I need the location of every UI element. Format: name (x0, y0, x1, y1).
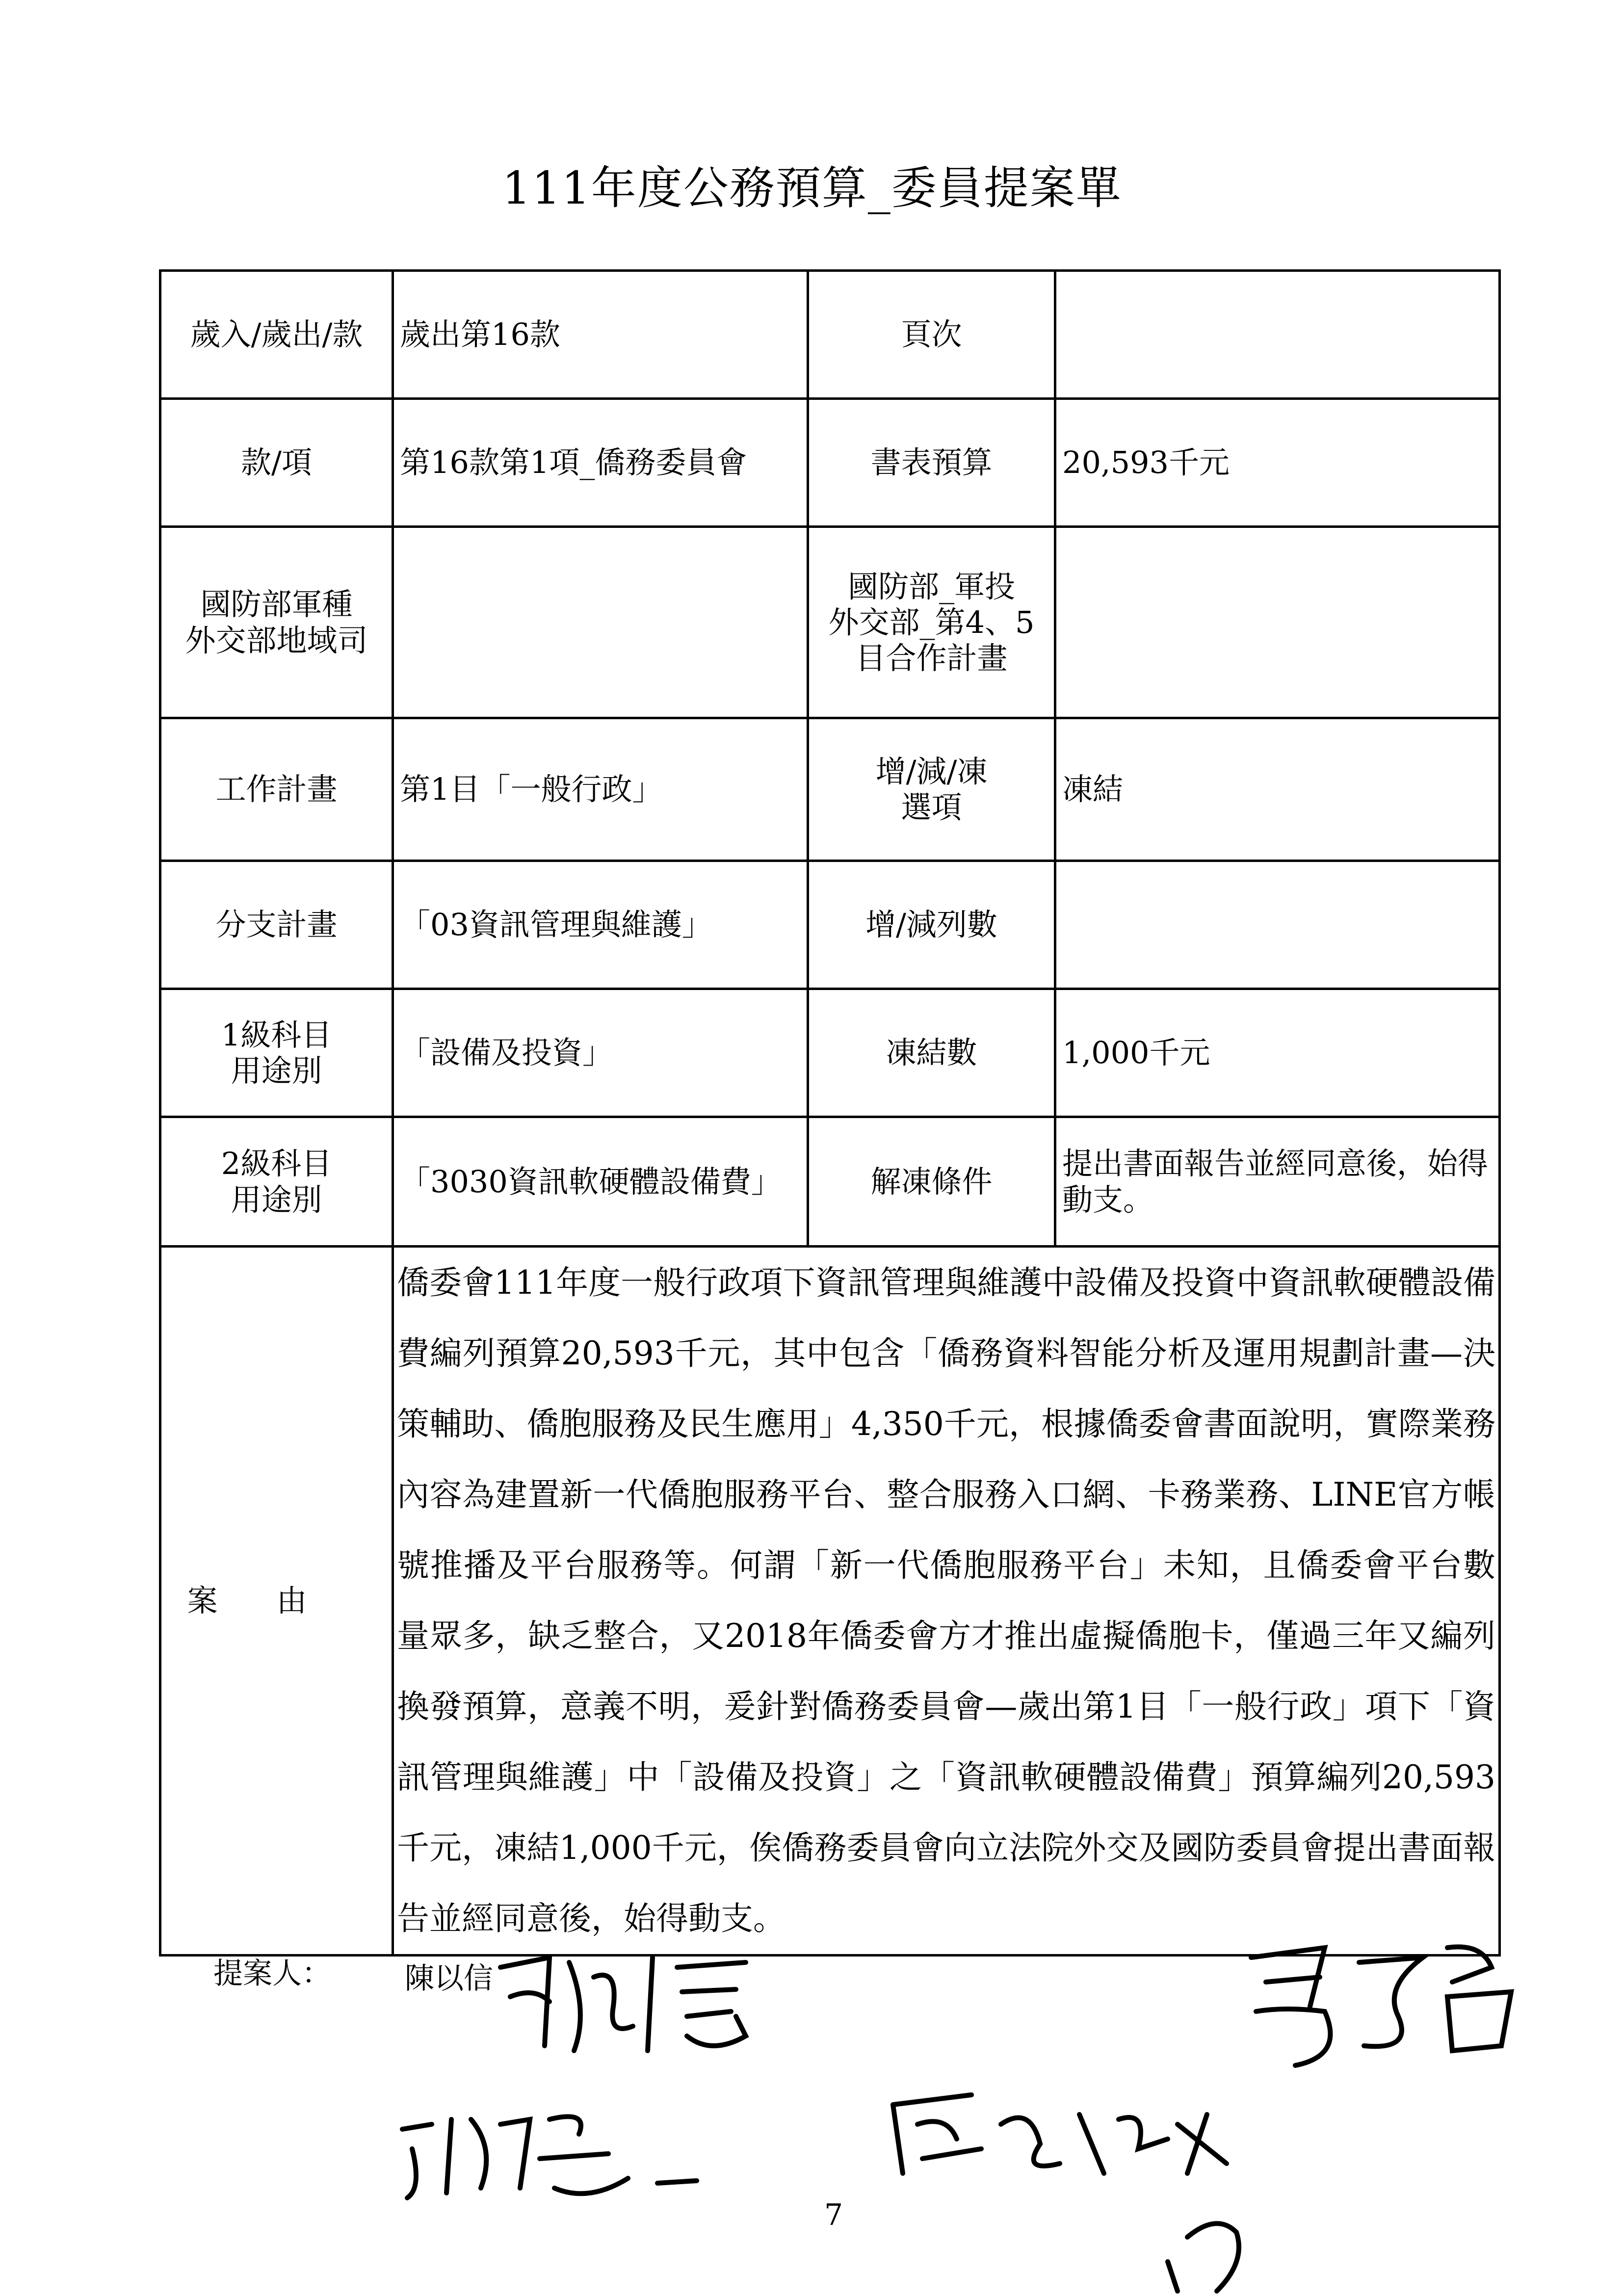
reason-text: 僑委會111年度一般行政項下資訊管理與維護中設備及投資中資訊軟硬體設備費編列預算20,593千元，其中包含「僑務資料智能分析及運用規劃計畫—決策輔助、僑胞服務及民生應用」4,350千元，根據僑委會書面說明，實際業務內容為建置新一代僑胞服務平台、整合服務入口網、卡務業務、LINE官方帳號推播及平台服務等。何謂「新一代僑胞服務平台」未知，且僑委會平台數量眾多，缺乏整合，又2018年僑委會方才推出虛擬僑胞卡，僅過三年又編列換發預算，意義不明，爰針對僑務委員會—歲出第1目「一般行政」項下「資訊管理與維護」中「設備及投資」之「資訊軟硬體設備費」預算編列20,593千元，凍結1,000千元，俟僑務委員會向立法院外交及國防委員會提出書面報告並經同意後，始得動支。 (393, 1247, 1500, 1956)
label-line: 用途別 (231, 1053, 322, 1089)
field-label: 增/減列數 (808, 861, 1055, 989)
table-row (160, 527, 1500, 718)
field-value: 20,593千元 (1055, 399, 1500, 527)
field-value: 「03資訊管理與維護」 (393, 861, 808, 989)
field-label (808, 527, 1055, 718)
field-label (160, 1117, 393, 1247)
field-value (1055, 527, 1500, 718)
label-line: 國防部_軍投 (847, 568, 1015, 604)
table-row (160, 989, 1500, 1117)
field-label (160, 989, 393, 1117)
field-value: 第1目「一般行政」 (393, 718, 808, 861)
table-row (160, 271, 1500, 399)
field-value: 提出書面報告並經同意後，始得動支。 (1055, 1117, 1500, 1247)
field-label: 款/項 (160, 399, 393, 527)
label-line: 用途別 (231, 1181, 322, 1218)
table-row (160, 718, 1500, 861)
signature-3 (383, 2090, 756, 2208)
proposer-name: 陳以信 (405, 1961, 493, 1996)
field-value (393, 527, 808, 718)
field-label: 工作計畫 (160, 718, 393, 861)
reason-row (160, 1247, 1500, 1956)
field-label (160, 527, 393, 718)
field-label: 歲入/歲出/款 (160, 271, 393, 399)
field-label: 分支計畫 (160, 861, 393, 989)
field-value: 1,000千元 (1055, 989, 1500, 1117)
proposer-label: 提案人： (213, 1957, 331, 1991)
label-line: 外交部_第4、5 (828, 604, 1035, 640)
field-label (808, 718, 1055, 861)
label-line: 國防部軍種 (200, 586, 353, 623)
field-value: 凍結 (1055, 718, 1500, 861)
reason-label: 案由 (160, 1247, 393, 1956)
field-label: 解凍條件 (808, 1117, 1055, 1247)
field-value: 第16款第1項_僑務委員會 (393, 399, 808, 527)
field-value (1055, 861, 1500, 989)
page-title: 111年度公務預算_委員提案單 (502, 162, 1122, 214)
signature-2 (1236, 1928, 1531, 2075)
table-row (160, 861, 1500, 989)
field-value (1055, 271, 1500, 399)
page-number: 7 (824, 2198, 843, 2232)
label-line: 選項 (901, 789, 962, 825)
label-line: 增/減/凍 (875, 753, 988, 789)
field-value: 「3030資訊軟硬體設備費」 (393, 1117, 808, 1247)
table-row (160, 399, 1500, 527)
table-row (160, 1117, 1500, 1247)
label-line: 1級科目 (221, 1017, 332, 1053)
field-label: 書表預算 (808, 399, 1055, 527)
field-label: 頁次 (808, 271, 1055, 399)
label-line: 目合作計畫 (855, 640, 1008, 677)
field-value: 「設備及投資」 (393, 989, 808, 1117)
signature-4 (873, 2075, 1266, 2296)
label-line: 外交部地域司 (185, 622, 368, 658)
field-label: 凍結數 (808, 989, 1055, 1117)
field-value: 歲出第16款 (393, 271, 808, 399)
proposal-table (159, 269, 1501, 1957)
label-line: 2級科目 (221, 1146, 332, 1182)
signature-1 (491, 1938, 844, 2065)
